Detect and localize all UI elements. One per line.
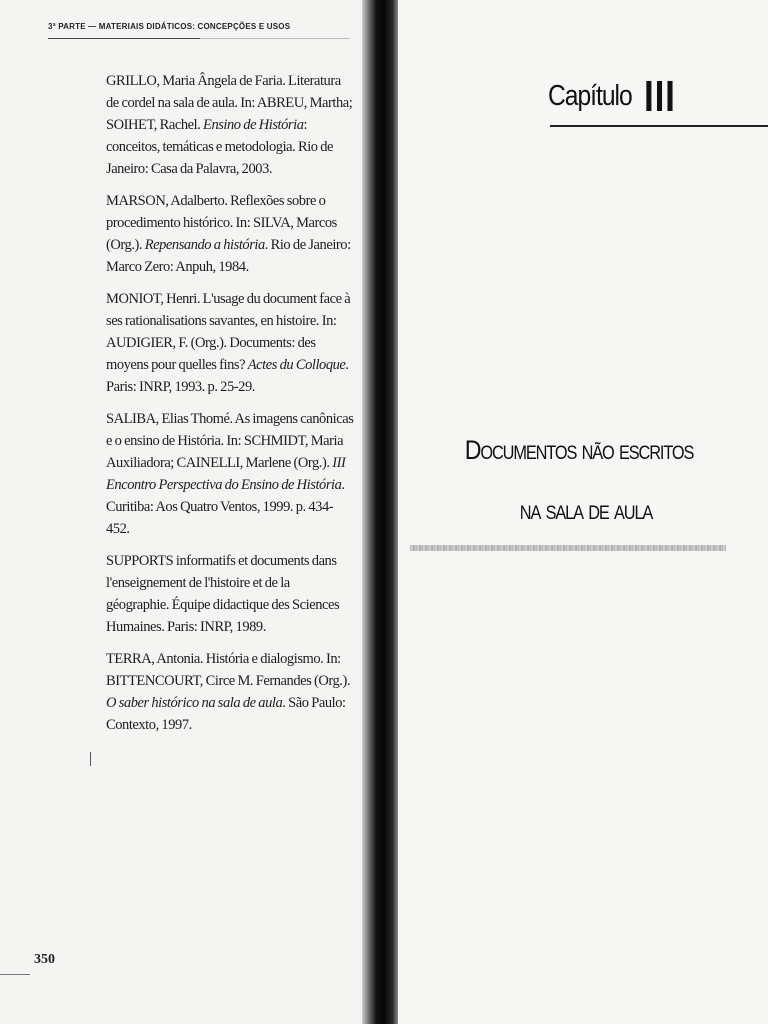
reference-entry-moniot: MONIOT, Henri. L'usage du document face à ses rationalisations savantes, en histoire. In: AUDIGIER, F. (Org.). Documents: des moyens pour quelles fins? Actes du Colloque. Paris: INRP, 1993. p. 25-29. (106, 291, 351, 395)
chapter-rule (550, 125, 768, 127)
stray-mark (90, 752, 91, 766)
reference-entry-marson: MARSON, Adalberto. Reflexões sobre o procedimento histórico. In: SILVA, Marcos (Org.). Repensando a história. Rio de Janeiro: Marco Zero: Anpuh, 1984. (106, 193, 351, 275)
header-rule-shadow (200, 38, 350, 39)
running-header: 3ª PARTE — MATERIAIS DIDÁTICOS: CONCEPÇÕES E USOS (48, 22, 291, 31)
reference-entry-supports: SUPPORTS informatifs et documents dans l'enseignement de l'histoire et de la géographie. Équipe didactique des Sciences Humaines. Paris: INRP, 1989. (106, 553, 340, 635)
reference-entry-terra: TERRA, Antonia. História e dialogismo. In: BITTENCOURT, Circe M. Fernandes (Org.). O saber histórico na sala de aula. São Paulo: Contexto, 1997. (106, 651, 351, 733)
title-rule (410, 545, 726, 551)
book-gutter (362, 0, 398, 1024)
bottom-rule (0, 974, 30, 975)
chapter-label (548, 72, 676, 121)
reference-entry-grillo: GRILLO, Maria Ângela de Faria. Literatura de cordel na sala de aula. In: ABREU, Martha; SOIHET, Rachel. Ensino de História: conceitos, temáticas e metodologia. Rio de Janeiro: Casa da Palavra, 2003. (106, 73, 353, 177)
chapter-title-line-2: na sala de aula (519, 495, 653, 525)
left-page (0, 0, 368, 1024)
reference-entry-saliba: SALIBA, Elias Thomé. As imagens canônicas e o ensino de História. In: SCHMIDT, Maria Auxiliadora; CAINELLI, Marlene (Org.). III Encontro Perspectiva do Ensino de História. Curitiba: Aos Quatro Ventos, 1999. p. 434-452. (106, 411, 354, 537)
chapter-word: Capítulo (548, 80, 632, 112)
chapter-title (404, 420, 768, 540)
chapter-numeral: III (644, 72, 676, 121)
chapter-title-line-1: Documentos não escritos (464, 435, 694, 465)
reference-list (106, 70, 354, 746)
page-number: 350 (34, 952, 55, 967)
